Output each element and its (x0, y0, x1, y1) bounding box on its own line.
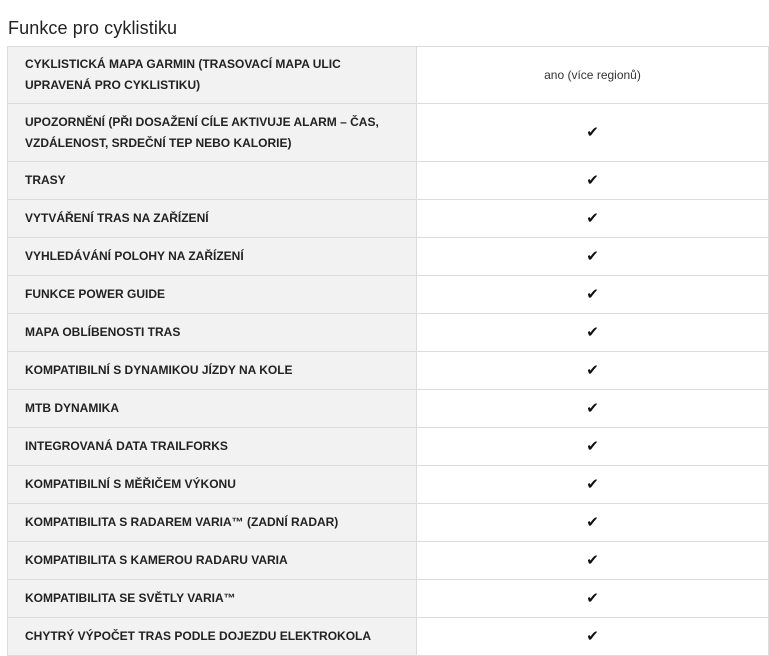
table-row (8, 238, 769, 276)
feature-label: MAPA OBLÍBENOSTI TRAS (8, 314, 417, 352)
feature-value (417, 162, 769, 200)
table-row (8, 466, 769, 504)
feature-label: CYKLISTICKÁ MAPA GARMIN (TRASOVACÍ MAPA ULIC UPRAVENÁ PRO CYKLISTIKU) (8, 47, 417, 104)
feature-label: VYHLEDÁVÁNÍ POLOHY NA ZAŘÍZENÍ (8, 238, 417, 276)
feature-label: TRASY (8, 162, 417, 200)
table-row (8, 162, 769, 200)
table-row (8, 580, 769, 618)
feature-label: CHYTRÝ VÝPOČET TRAS PODLE DOJEZDU ELEKTROKOLA (8, 618, 417, 656)
check-icon: ✔ (586, 209, 599, 227)
feature-label: FUNKCE POWER GUIDE (8, 276, 417, 314)
check-icon: ✔ (586, 627, 599, 645)
table-row (8, 276, 769, 314)
feature-value (417, 390, 769, 428)
feature-value (417, 504, 769, 542)
feature-value (417, 200, 769, 238)
check-icon: ✔ (586, 437, 599, 455)
check-icon: ✔ (586, 361, 599, 379)
check-icon: ✔ (586, 123, 599, 141)
check-icon: ✔ (586, 475, 599, 493)
check-icon: ✔ (586, 589, 599, 607)
feature-label: KOMPATIBILNÍ S DYNAMIKOU JÍZDY NA KOLE (8, 352, 417, 390)
feature-label: KOMPATIBILNÍ S MĚŘIČEM VÝKONU (8, 466, 417, 504)
feature-value (417, 542, 769, 580)
feature-label: KOMPATIBILITA SE SVĚTLY VARIA™ (8, 580, 417, 618)
feature-label: KOMPATIBILITA S RADAREM VARIA™ (ZADNÍ RADAR) (8, 504, 417, 542)
check-icon: ✔ (586, 551, 599, 569)
feature-value (417, 352, 769, 390)
feature-label: KOMPATIBILITA S KAMEROU RADARU VARIA (8, 542, 417, 580)
check-icon: ✔ (586, 247, 599, 265)
table-row (8, 200, 769, 238)
table-row (8, 47, 769, 104)
check-icon: ✔ (586, 323, 599, 341)
table-row (8, 618, 769, 656)
check-icon: ✔ (586, 171, 599, 189)
feature-table (7, 46, 769, 656)
table-row (8, 314, 769, 352)
feature-value (417, 466, 769, 504)
feature-value (417, 276, 769, 314)
feature-value (417, 428, 769, 466)
feature-value (417, 47, 769, 104)
feature-label: MTB DYNAMIKA (8, 390, 417, 428)
feature-value (417, 104, 769, 162)
feature-table-body (8, 47, 769, 656)
feature-label: UPOZORNĚNÍ (PŘI DOSAŽENÍ CÍLE AKTIVUJE ALARM – ČAS, VZDÁLENOST, SRDEČNÍ TEP NEBO KALORIE) (8, 104, 417, 162)
table-row (8, 542, 769, 580)
section-title: Funkce pro cyklistiku (8, 17, 178, 38)
table-row (8, 352, 769, 390)
feature-value (417, 580, 769, 618)
table-row (8, 428, 769, 466)
feature-value (417, 238, 769, 276)
table-row (8, 104, 769, 162)
feature-value-text: ano (více regionů) (544, 68, 641, 82)
check-icon: ✔ (586, 513, 599, 531)
table-row (8, 390, 769, 428)
check-icon: ✔ (586, 285, 599, 303)
feature-value (417, 618, 769, 656)
feature-label: VYTVÁŘENÍ TRAS NA ZAŘÍZENÍ (8, 200, 417, 238)
table-row (8, 504, 769, 542)
feature-label: INTEGROVANÁ DATA TRAILFORKS (8, 428, 417, 466)
check-icon: ✔ (586, 399, 599, 417)
feature-value (417, 314, 769, 352)
